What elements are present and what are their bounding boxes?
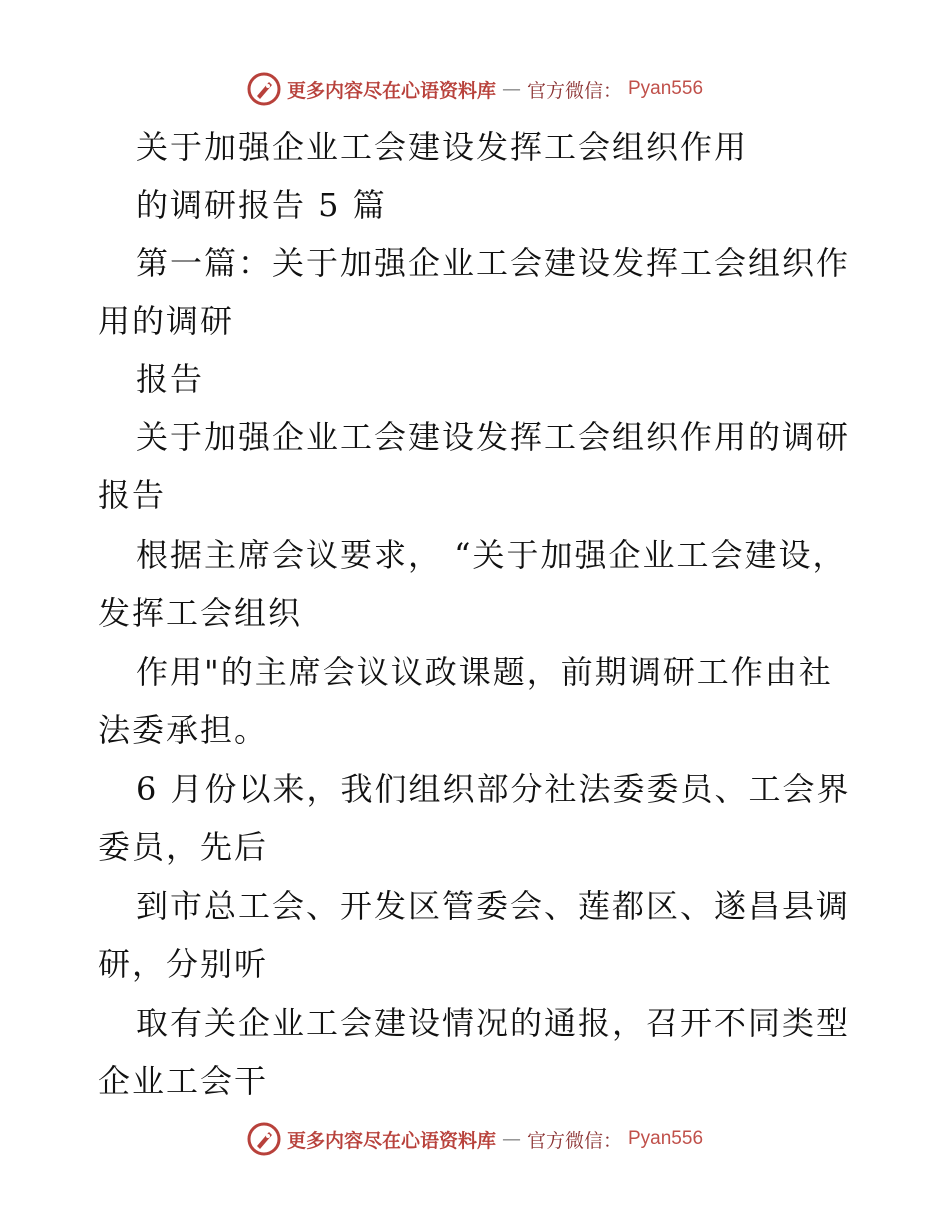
watermark-site-text: 更多内容尽在心语资料库 [286,79,496,102]
text-line: 取有关企业工会建设情况的通报，召开不同类型 [136,1004,851,1042]
text-line: 用的调研 [98,302,235,340]
watermark-label: 官方微信： [526,79,622,102]
text-line: 发挥工会组织 [98,594,303,632]
watermark-dash: — [501,78,521,100]
text-line: 关于加强企业工会建设发挥工会组织作用的调研 [136,418,851,456]
text-line: 作用"的主席会议议政课题，前期调研工作由社 [136,653,833,691]
text-line: 到市总工会、开发区管委会、莲都区、遂昌县调 [136,887,851,925]
text-line: 委员，先后 [98,828,269,866]
text-line: 报告 [98,476,167,514]
watermark-wechat-id: Pyan556 [628,78,704,99]
watermark-wechat-id: Pyan556 [628,1128,704,1149]
title-line-2: 的调研报告 5 篇 [136,186,387,224]
text-line: 研，分别听 [98,945,269,983]
watermark-label: 官方微信： [526,1129,622,1152]
pen-nib-icon [247,1122,281,1156]
text-line: 根据主席会议要求， “关于加强企业工会建设， [136,536,847,574]
title-line-1: 关于加强企业工会建设发挥工会组织作用 [136,128,749,166]
watermark-site-text: 更多内容尽在心语资料库 [286,1129,496,1152]
text-line: 第一篇：关于加强企业工会建设发挥工会组织作 [136,244,851,282]
text-line: 法委承担。 [98,711,269,749]
text-line: 报告 [136,360,205,398]
watermark-dash: — [501,1128,521,1150]
text-line: 企业工会干 [98,1062,269,1100]
text-line: 6 月份以来，我们组织部分社法委委员、工会界 [136,770,851,808]
footer-watermark [0,1122,950,1156]
